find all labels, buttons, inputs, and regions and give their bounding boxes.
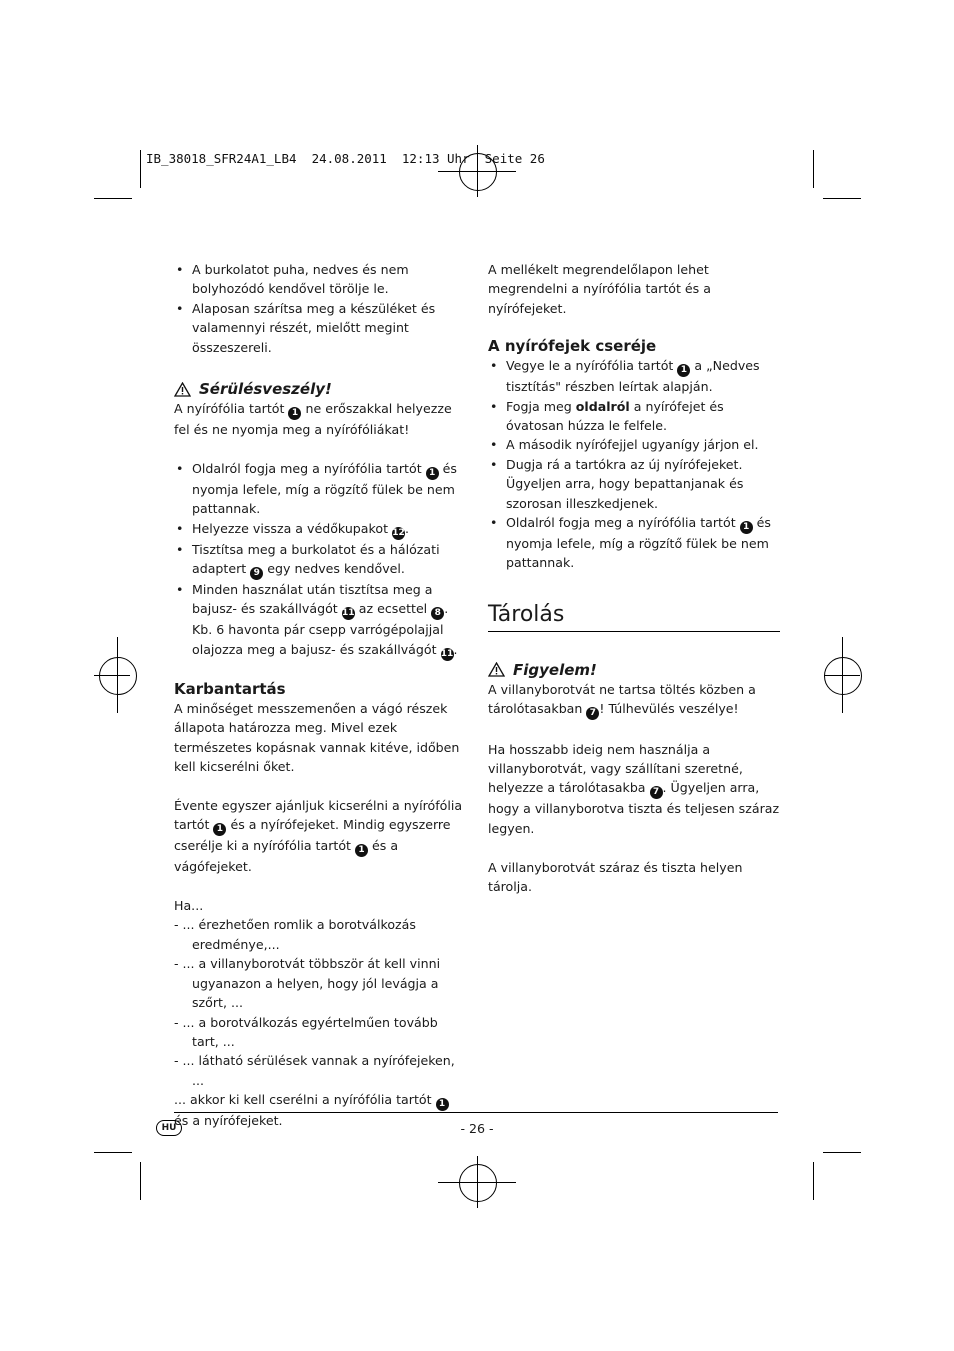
registration-mark [438,171,516,172]
condition-item: - ... látható sérülések vannak a nyírófejeken, ... [174,1053,455,1088]
attention-title: Figyelem! [513,660,597,679]
number-badge: 1 [426,467,439,480]
assembly-list [174,459,466,661]
crop-mark [813,1162,814,1200]
attention-text: A villanyborotvát ne tartsa töltés közben a tárolótasakban 7 ! Túlhevülés veszélye! [488,681,756,719]
storage-heading: Tárolás [488,601,780,632]
list-item: • Oldalról fogja meg a nyírófólia tartót 1 és nyomja lefele, míg a rögzítő fülek be nem pattannak. [488,513,780,573]
list-item: • A burkolatot puha, nedves és nem bolyhozódó kendővel törölje le. [174,260,466,299]
order-text: A mellékelt megrendelőlapon lehet megrendelni a nyírófólia tartót és a nyírófejeket. [488,262,711,316]
warning-icon [488,662,505,677]
registration-mark [824,675,860,676]
conditions-intro: Ha... [174,898,204,914]
number-badge: 1 [355,844,368,857]
number-badge: 7 [650,786,663,799]
attention-heading [488,660,780,680]
list-item: • Helyezze vissza a védőkupakot 12. [174,519,466,540]
list-item: • Fogja meg oldalról a nyírófejet és óvatosan húzza le felfele. [488,397,780,436]
number-badge: 1 [436,1098,449,1111]
warning-icon [174,382,191,397]
footer-rule [174,1112,778,1113]
language-badge: HU [156,1120,182,1136]
maintenance-text: A minőséget messzemenően a vágó részek állapota határozza meg. Mivel ezek természetes kopásnak vannak kitéve, időben kell kicserélni őket. [174,700,460,775]
condition-item: - ... érezhetően romlik a borotválkozás eredménye,... [174,917,416,952]
number-badge: 11 [341,608,355,619]
page-number: - 26 - [460,1121,494,1136]
registration-mark [94,675,130,676]
number-badge: 12 [392,527,405,538]
warning-title: Sérülésveszély! [199,380,332,399]
list-item: • Vegye le a nyírófólia tartót 1 a „Nedves tisztítás" részben leírtak alapján. [488,356,780,396]
crop-mark [823,1152,861,1153]
crop-mark [140,1162,141,1200]
maintenance-text: Évente egyszer ajánljuk kicserélni a nyírófólia tartót 1 és a nyírófejeket. Mindig egyszerre cserélje ki a nyírófólia tartót 1 és a vágófejeket. [174,797,463,875]
registration-mark [99,657,137,695]
number-badge: 11 [440,648,454,659]
right-column [488,260,780,897]
registration-mark [438,1182,516,1183]
print-slug: IB_38018_SFR24A1_LB4 24.08.2011 12:13 Uhr Seite 26 [146,151,545,166]
crop-mark [140,150,141,188]
crop-mark [813,150,814,188]
crop-mark [94,1152,132,1153]
number-badge: 1 [288,407,301,420]
left-column [174,260,466,1131]
condition-item: - ... a borotválkozás egyértelműen tovább tart, ... [174,1014,438,1049]
number-badge: 8 [431,607,444,620]
warning-text: A nyírófólia tartót 1 ne erőszakkal helyezze fel és ne nyomja meg a nyírófóliákat! [174,401,452,438]
number-badge: 1 [677,364,690,377]
crop-mark [823,198,861,199]
list-item: • Alaposan szárítsa meg a készüléket és valamennyi részét, mielőtt megint összeszereli. [174,299,466,357]
storage-text: A villanyborotvát száraz és tiszta helyen tárolja. [488,859,743,895]
list-item: • Minden használat után tisztítsa meg a bajusz- és szakállvágót 11 az ecsettel 8 . Kb. 6 havonta pár csepp varrógépolajjal olajozza meg a bajusz- és szakállvágót 11. [174,580,466,661]
condition-item: - ... a villanyborotvát többször át kell vinni ugyanazon a helyen, hogy jól levágja a szőrt, ... [174,956,441,1011]
storage-text: Ha hosszabb ideig nem használja a villanyborotvát, vagy szállítani szeretné, helyezze a tárolótasakba 7 . Ügyeljen arra, hogy a villanyborotva tiszta és teljesen száraz legyen. [488,741,780,836]
list-item: • Dugja rá a tartókra az új nyírófejeket. Ügyeljen arra, hogy bepattanjanak és szorosan illeszkedjenek. [488,455,780,513]
number-badge: 7 [586,707,599,720]
conditions-conclusion: ... akkor ki kell cserélni a nyírófólia tartót 1 és a nyírófejeket. [174,1090,466,1130]
crop-mark [94,198,132,199]
replace-heading: A nyírófejek cseréje [488,337,657,356]
registration-mark [824,657,862,695]
list-item: • Oldalról fogja meg a nyírófólia tartót 1 és nyomja lefele, míg a rögzítő fülek be nem pattannak. [174,459,466,519]
list-item: • Tisztítsa meg a burkolatot és a hálózati adaptert 9 egy nedves kendővel. [174,540,466,580]
number-badge: 9 [250,567,263,580]
number-badge: 1 [740,521,753,534]
maintenance-heading: Karbantartás [174,679,286,698]
cleaning-list [174,260,466,357]
replace-list [488,356,780,573]
warning-heading [174,379,466,399]
list-item: • A második nyírófejjel ugyanígy járjon el. [488,435,780,454]
registration-mark [459,1164,497,1202]
number-badge: 1 [213,823,226,836]
